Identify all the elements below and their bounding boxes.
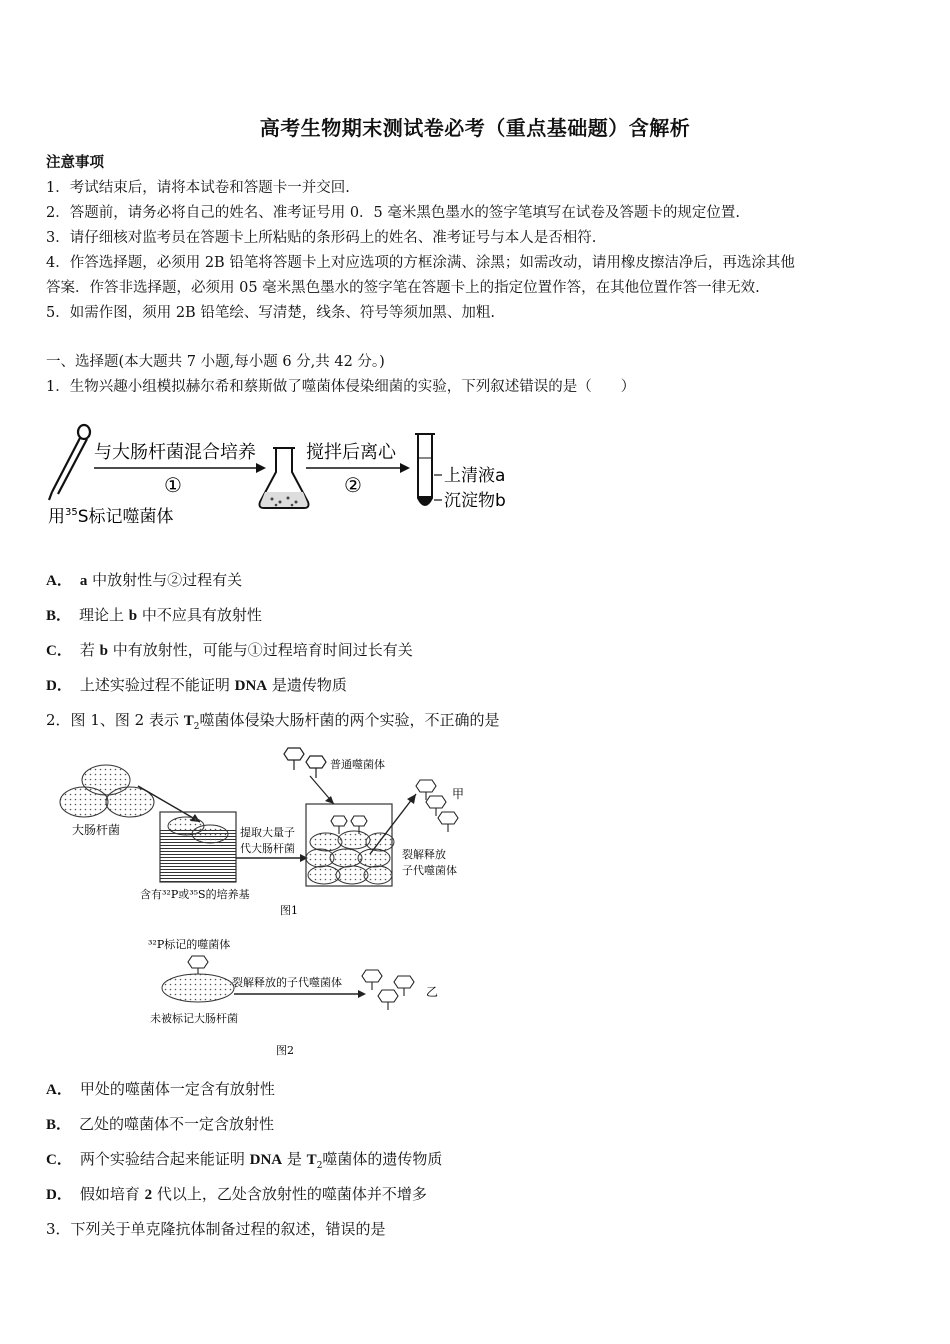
q2-option-b[interactable] xyxy=(46,1114,274,1135)
test-tube-icon xyxy=(415,434,442,505)
q2-option-c-sub: 2 xyxy=(316,1161,323,1171)
unlabeled-ecoli-label: 未被标记大肠杆菌 xyxy=(150,1012,238,1025)
q3-number: 3． xyxy=(46,1220,71,1238)
lysis2-label: 裂解释放的子代噬菌体 xyxy=(232,976,342,989)
section-heading: 一、选择题(本大题共 7 小题,每小题 6 分,共 42 分。) xyxy=(46,354,385,370)
q2-option-c-letter: C． xyxy=(46,1152,72,1168)
q1-figure xyxy=(44,420,534,538)
q1-option-c-post: 中有放射性，可能与①过程培育时间过长有关 xyxy=(107,641,413,659)
yi-label: 乙 xyxy=(426,985,439,999)
q2-figure xyxy=(48,742,468,1062)
progeny-phage-yi-icon xyxy=(362,970,414,1010)
normal-phage-icon xyxy=(284,748,326,778)
p32-phage-icon xyxy=(188,956,208,974)
dropper-icon xyxy=(49,425,90,500)
q3-stem-text: 下列关于单克隆抗体制备过程的叙述，错误的是 xyxy=(70,1220,386,1238)
jia-label: 甲 xyxy=(452,787,465,801)
notice-heading: 注意事项 xyxy=(46,154,104,171)
q2-option-c-en: DNA xyxy=(249,1152,283,1168)
p32-phage-label: ³²P标记的噬菌体 xyxy=(148,938,231,951)
q2-option-d-letter: D． xyxy=(46,1187,72,1203)
fig1-label: 图1 xyxy=(280,904,298,917)
medium-label: 含有³²P或³⁵S的培养基 xyxy=(140,888,250,901)
ecoli-cluster-icon xyxy=(60,765,154,817)
q1-option-c[interactable] xyxy=(46,640,413,661)
fig2-label: 图2 xyxy=(276,1044,294,1057)
flask-icon xyxy=(260,448,309,508)
notice-item-2: 2．答题前，请务必将自己的姓名、准考证号用 0．5 毫米黑色墨水的签字笔填写在试卷及答题卡的规定位置. xyxy=(46,205,740,221)
q1-option-b[interactable] xyxy=(46,605,262,626)
q1-option-b-post: 中不应具有放射性 xyxy=(137,606,262,624)
q1-phage-label: 用$^{35}$S标记噬菌体 xyxy=(48,507,174,527)
q2-option-a[interactable] xyxy=(46,1079,275,1100)
q2-option-b-text: 乙处的噬菌体不一定含放射性 xyxy=(79,1115,275,1133)
q2-stem-pre: 图 1、图 2 表示 xyxy=(70,711,184,729)
q1-option-c-letter: C． xyxy=(46,643,72,659)
normal-phage-arrow-head xyxy=(325,796,334,804)
notice-item-4: 4．作答选择题，必须用 2B 铅笔将答题卡上对应选项的方框涂满、涂黑；如需改动，请用橡皮擦洁净后，再选涂其他 xyxy=(46,255,795,271)
q2-option-d-post: 代以上，乙处含放射性的噬菌体并不增多 xyxy=(152,1185,427,1203)
notice-item-5: 5．如需作图，须用 2B 铅笔绘、写清楚，线条、符号等须加黑、加粗. xyxy=(46,305,495,321)
page-title: 高考生物期末测试卷必考（重点基础题）含解析 xyxy=(259,116,691,140)
lysis-label-1: 裂解释放 xyxy=(402,848,446,861)
q1-option-a-post: 中放射性与②过程有关 xyxy=(87,571,243,589)
q2-option-c-pre: 两个实验结合起来能证明 xyxy=(79,1150,250,1168)
q1-option-b-en: b xyxy=(128,608,138,624)
q1-stem-text: 生物兴趣小组模拟赫尔希和蔡斯做了噬菌体侵染细菌的实验，下列叙述错误的是（ ） xyxy=(69,379,636,395)
q1-stem xyxy=(46,377,635,397)
q1-option-a-en: a xyxy=(79,573,88,589)
q2-stem xyxy=(46,710,499,737)
q2-option-b-letter: B． xyxy=(46,1117,72,1133)
q1-supernatant-label: 上清液a xyxy=(444,466,506,486)
q2-option-a-letter: A． xyxy=(46,1082,72,1098)
q2-option-a-text: 甲处的噬菌体一定含有放射性 xyxy=(79,1080,275,1098)
q1-option-d-pre: 上述实验过程不能证明 xyxy=(79,676,235,694)
q1-option-c-pre: 若 xyxy=(79,641,100,659)
fig2-arrow-head xyxy=(358,990,366,998)
culture-medium-box xyxy=(160,812,236,882)
q1-step1-label: 与大肠杆菌混合培养 xyxy=(94,442,256,463)
q1-option-d-letter: D． xyxy=(46,678,72,694)
notice-item-1: 1．考试结束后，请将本试卷和答题卡一并交回. xyxy=(46,180,350,196)
q2-option-d[interactable] xyxy=(46,1184,427,1205)
q1-option-d[interactable] xyxy=(46,675,347,696)
q2-stem-t: T xyxy=(183,713,194,729)
q1-option-d-post: 是遗传物质 xyxy=(267,676,347,694)
q2-option-d-en: 2 xyxy=(144,1187,153,1203)
q1-step2-label: 搅拌后离心 xyxy=(306,442,396,463)
q3-stem xyxy=(46,1219,386,1239)
q2-option-c-tail: 噬菌体的遗传物质 xyxy=(322,1150,443,1168)
q2-option-c-post: 是 xyxy=(282,1150,307,1168)
q1-sediment-label: 沉淀物b xyxy=(444,491,506,511)
extract-label-1: 提取大量子 xyxy=(240,826,295,839)
q1-option-a[interactable] xyxy=(46,570,242,591)
lysis-label-2: 子代噬菌体 xyxy=(402,864,457,877)
q2-number: 2． xyxy=(46,711,71,729)
q1-step1-num: ① xyxy=(164,473,182,497)
q1-arrow-2-head xyxy=(400,463,410,473)
ecoli-label: 大肠杆菌 xyxy=(72,823,121,837)
q2-stem-sub: 2 xyxy=(193,722,200,732)
q1-option-c-en: b xyxy=(99,643,108,659)
notice-item-4-cont: 答案．作答非选择题，必须用 05 毫米黑色墨水的签字笔在答题卡上的指定位置作答，在其他位置作答一律无效. xyxy=(46,280,760,296)
q2-option-c[interactable] xyxy=(46,1149,442,1176)
q1-option-b-pre: 理论上 xyxy=(79,606,129,624)
q2-stem-post: 噬菌体侵染大肠杆菌的两个实验，不正确的是 xyxy=(199,711,500,729)
q2-option-c-t: T xyxy=(306,1152,317,1168)
q1-option-d-en: DNA xyxy=(234,678,268,694)
q1-option-a-letter: A． xyxy=(46,573,72,589)
normal-phage-label: 普通噬菌体 xyxy=(330,758,385,771)
extract-label-2: 代大肠杆菌 xyxy=(240,842,295,855)
infection-box xyxy=(306,804,394,886)
q1-number: 1． xyxy=(46,379,70,395)
q2-option-d-pre: 假如培育 xyxy=(79,1185,145,1203)
q1-option-b-letter: B． xyxy=(46,608,72,624)
q1-step2-num: ② xyxy=(344,473,362,497)
q1-arrow-1-head xyxy=(256,463,266,473)
unlabeled-ecoli-icon xyxy=(162,974,234,1002)
fig1-arrow-out-head xyxy=(407,794,416,804)
notice-item-3: 3．请仔细核对监考员在答题卡上所粘贴的条形码上的姓名、准考证号与本人是否相符. xyxy=(46,230,597,246)
